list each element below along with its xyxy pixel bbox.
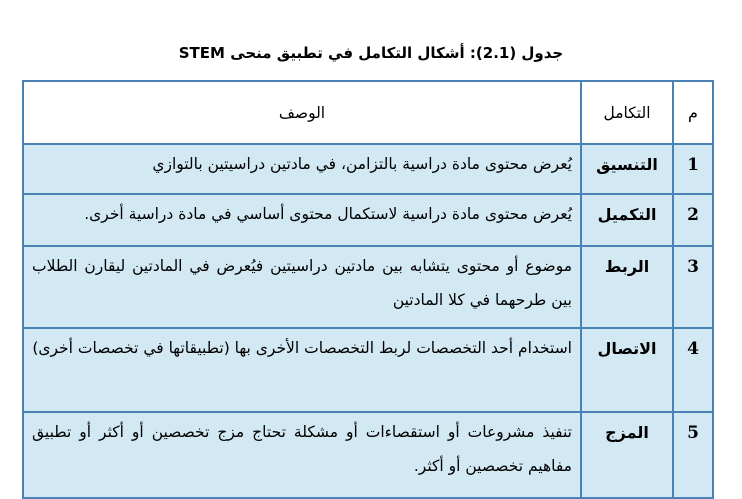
row-number: 2 xyxy=(673,194,713,246)
table-caption: جدول (2.1): أشكال التكامل في تطبيق منحى STEM xyxy=(178,44,564,62)
row-description: استخدام أحد التخصصات لربط التخصصات الأخرى بها (تطبيقاتها في تخصصات أخرى) xyxy=(23,328,581,412)
row-description: تنفيذ مشروعات أو استقصاءات أو مشكلة تحتاج مزج تخصصين أو أكثر أو تطبيق مفاهيم تخصصين أو أكثر. xyxy=(23,412,581,498)
table-header-row xyxy=(23,81,713,144)
row-description: يُعرض محتوى مادة دراسية لاستكمال محتوى أساسي في مادة دراسية أخرى. xyxy=(23,194,581,246)
row-integration-type: المزج xyxy=(581,412,673,498)
row-number: 3 xyxy=(673,246,713,328)
row-integration-type: التكميل xyxy=(581,194,673,246)
row-integration-type: التنسيق xyxy=(581,144,673,194)
header-description: الوصف xyxy=(23,81,581,144)
row-number: 5 xyxy=(673,412,713,498)
row-integration-type: الربط xyxy=(581,246,673,328)
table-row xyxy=(23,194,713,246)
header-integration: التكامل xyxy=(581,81,673,144)
table-row xyxy=(23,246,713,328)
table-row xyxy=(23,412,713,498)
row-number: 4 xyxy=(673,328,713,412)
table-row xyxy=(23,328,713,412)
row-integration-type: الاتصال xyxy=(581,328,673,412)
table-row xyxy=(23,144,713,194)
row-description: يُعرض محتوى مادة دراسية بالتزامن، في مادتين دراسيتين بالتوازي xyxy=(23,144,581,194)
integration-forms-table xyxy=(22,80,714,499)
row-number: 1 xyxy=(673,144,713,194)
header-number: م xyxy=(673,81,713,144)
row-description: موضوع أو محتوى يتشابه بين مادتين دراسيتين فيُعرض في المادتين ليقارن الطلاب بين طرحهما في كلا المادتين xyxy=(23,246,581,328)
